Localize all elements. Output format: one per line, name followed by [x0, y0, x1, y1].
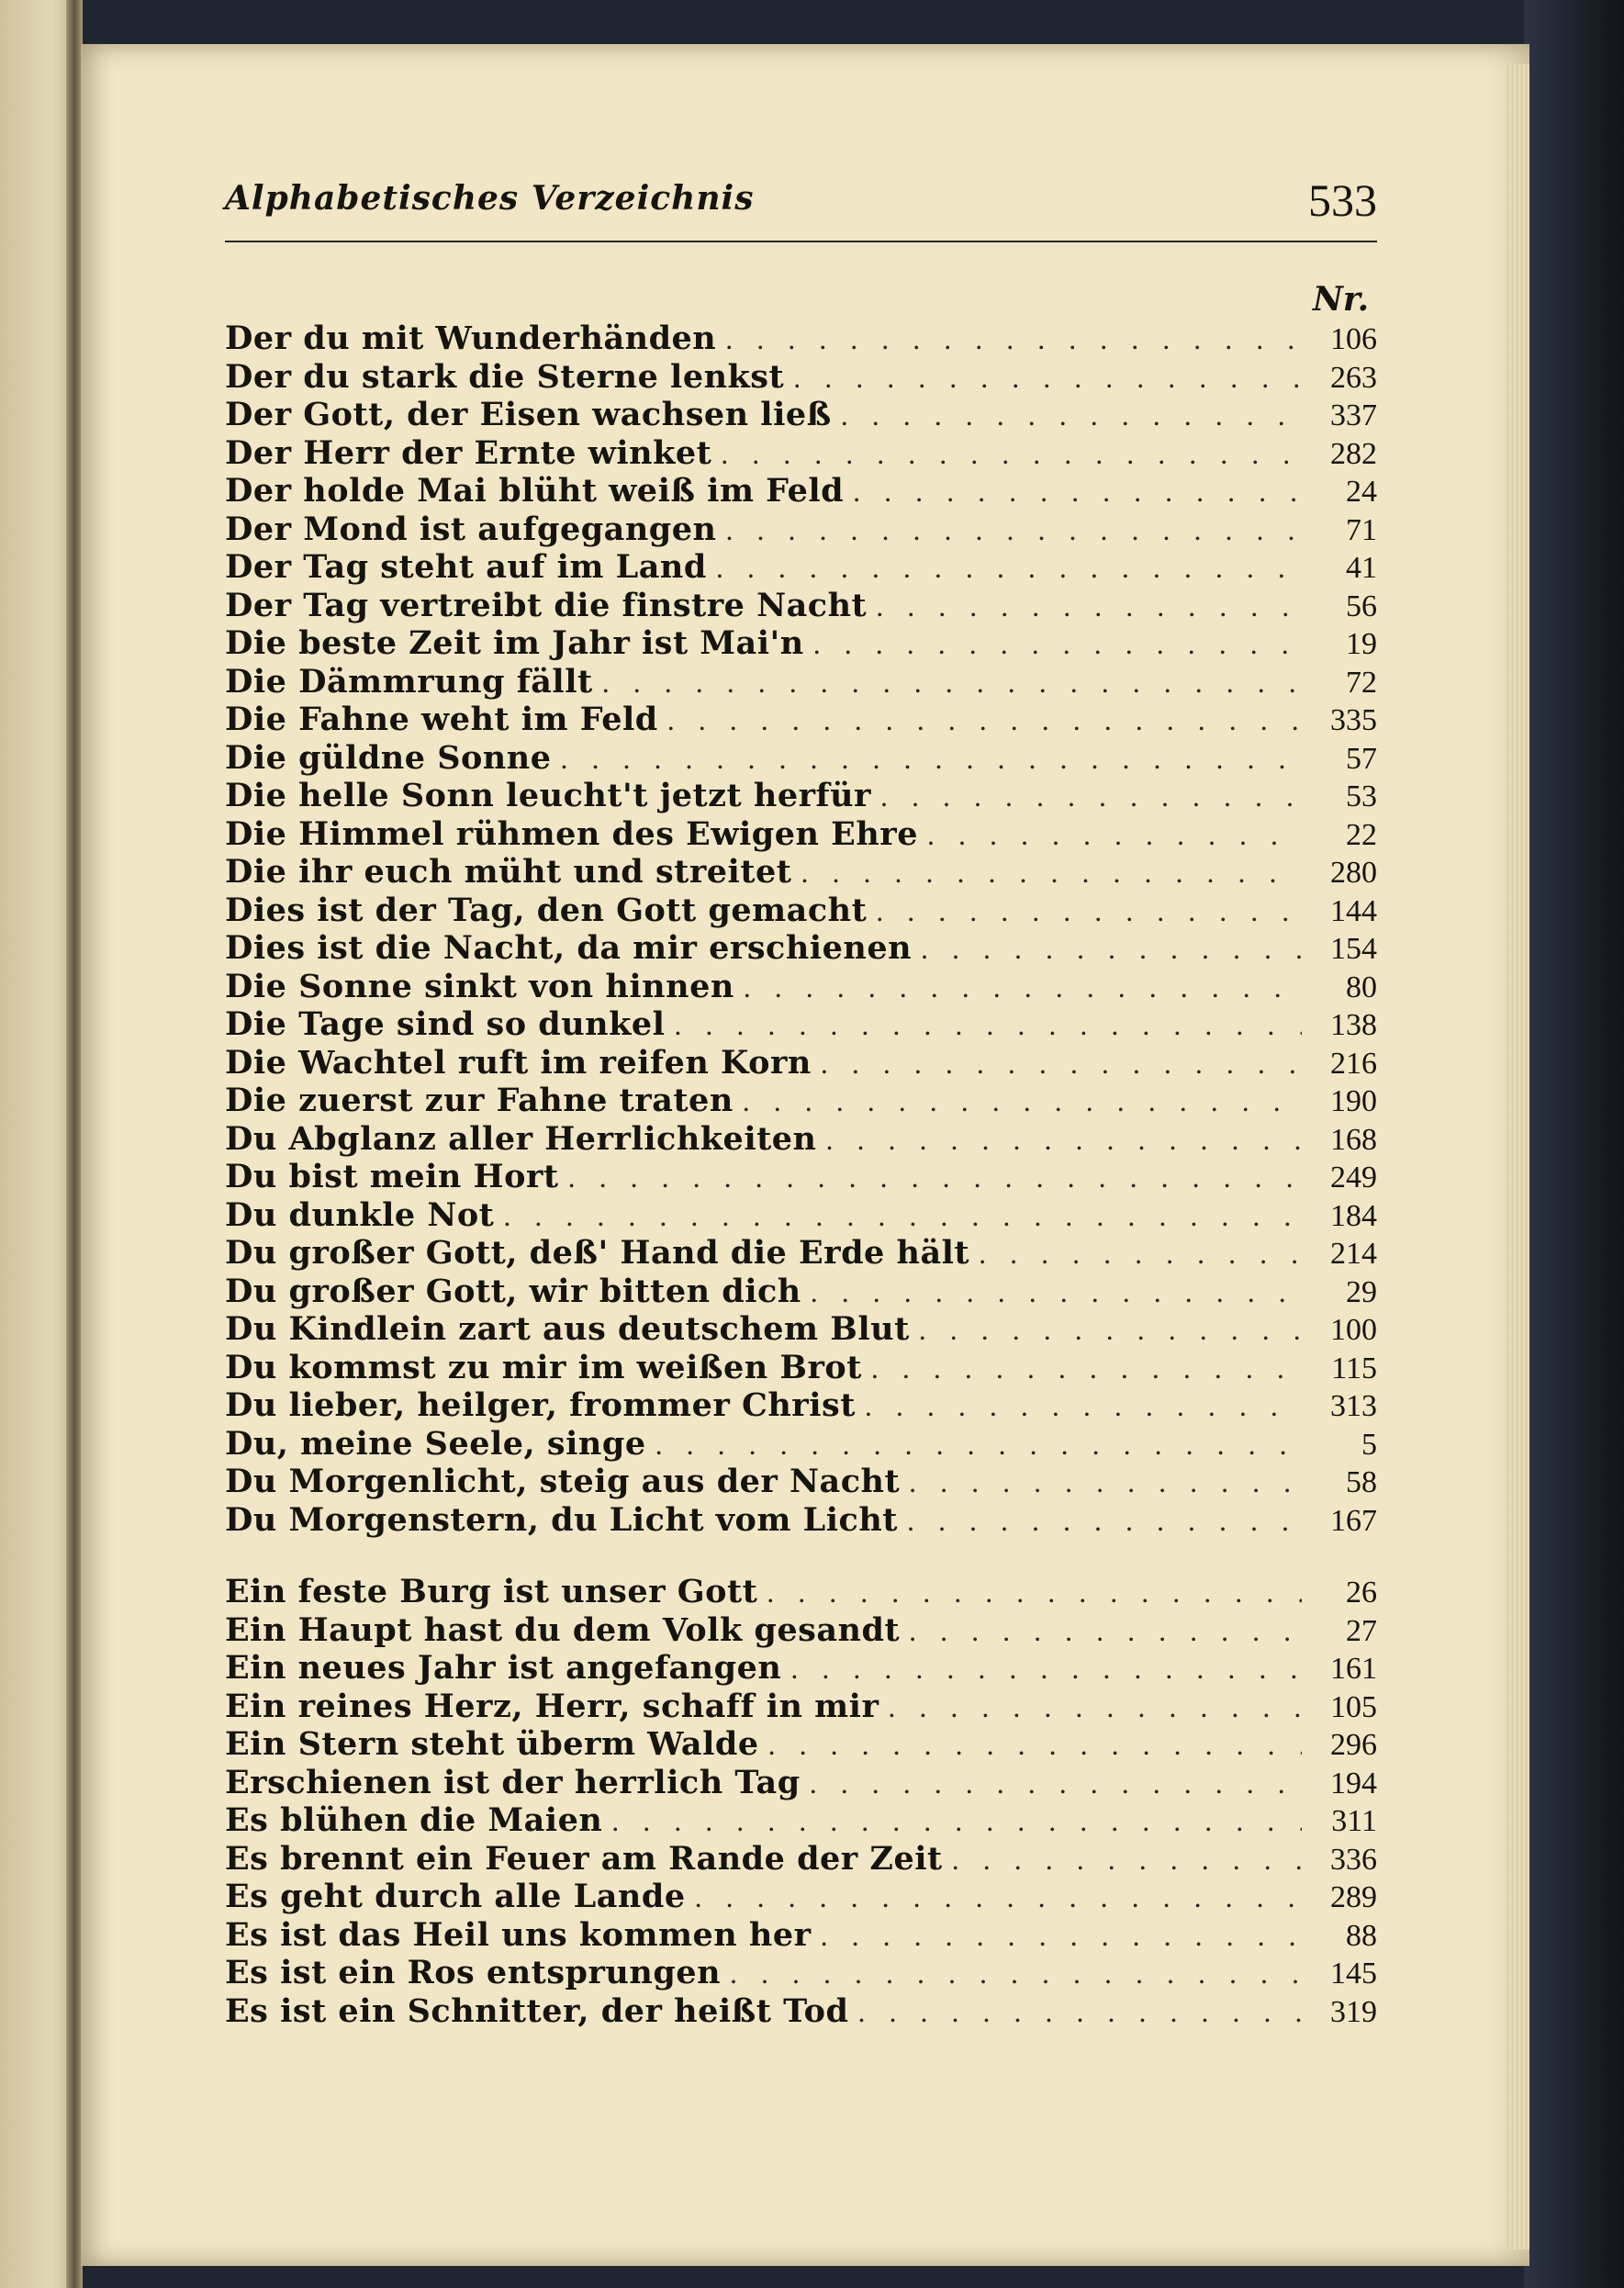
index-entry	[225, 1725, 1377, 1764]
index-entry	[225, 1801, 1377, 1840]
entry-title: Die Tage sind so dunkel	[225, 1005, 666, 1043]
entry-number: 57	[1346, 741, 1377, 776]
dot-leader	[952, 1843, 1302, 1877]
entry-number: 154	[1330, 932, 1377, 966]
index-entry	[225, 1501, 1377, 1540]
index-section-e	[225, 1573, 1377, 2030]
dot-leader	[503, 1199, 1302, 1233]
entry-number: 190	[1330, 1084, 1377, 1118]
dot-leader	[826, 1123, 1303, 1157]
index-entry	[225, 1764, 1377, 1802]
dot-leader	[730, 1957, 1302, 1991]
entry-number: 5	[1361, 1427, 1377, 1462]
header-rule	[225, 241, 1377, 242]
entry-number: 216	[1330, 1046, 1377, 1081]
index-entry	[225, 1386, 1377, 1425]
index-entry	[225, 320, 1377, 358]
entry-title: Dies ist der Tag, den Gott gemacht	[225, 891, 868, 929]
entry-title: Du Morgenstern, du Licht vom Licht	[225, 1500, 898, 1539]
dot-leader	[853, 475, 1302, 509]
entry-number: 282	[1330, 436, 1377, 471]
facing-page	[0, 0, 73, 2288]
entry-number: 214	[1330, 1237, 1377, 1271]
entry-number: 58	[1346, 1465, 1377, 1499]
index-entry	[225, 968, 1377, 1006]
index-entry	[225, 1916, 1377, 1955]
index-entry	[225, 1425, 1377, 1464]
entry-title: Die Dämmrung fällt	[225, 662, 593, 701]
entry-number: 336	[1330, 1842, 1377, 1877]
dot-leader	[790, 1652, 1302, 1686]
index-entry	[225, 358, 1377, 397]
entry-number: 144	[1330, 893, 1377, 928]
index-entry	[225, 510, 1377, 549]
entry-number: 249	[1330, 1161, 1377, 1194]
entry-number: 167	[1330, 1503, 1377, 1538]
entry-title: Der Tag vertreibt die finstre Nacht	[225, 586, 868, 624]
entry-title: Ein Haupt hast du dem Volk gesandt	[225, 1610, 901, 1649]
dot-leader	[744, 970, 1302, 1004]
dot-leader	[667, 703, 1302, 737]
entry-title: Es blühen die Maien	[225, 1801, 603, 1839]
index-entry	[225, 1005, 1377, 1044]
dot-leader	[695, 1880, 1302, 1914]
index-entry	[225, 1611, 1377, 1650]
index-entry	[225, 1954, 1377, 1992]
index-entry	[225, 1688, 1377, 1726]
entry-title: Die Wachtel ruft im reifen Korn	[225, 1043, 812, 1082]
dot-leader	[919, 1313, 1302, 1347]
entry-number: 280	[1330, 856, 1377, 890]
index-entry	[225, 929, 1377, 968]
entry-title: Die beste Zeit im Jahr ist Mai'n	[225, 624, 804, 662]
entry-number: 53	[1346, 779, 1377, 813]
index-entry	[225, 1649, 1377, 1688]
entry-title: Der Mond ist aufgegangen	[225, 510, 717, 548]
dot-leader	[888, 1690, 1302, 1724]
entry-number: 335	[1330, 703, 1377, 737]
entry-number: 71	[1346, 512, 1377, 547]
index-entry	[225, 548, 1377, 587]
entry-number: 311	[1331, 1804, 1377, 1838]
entry-title: Der Tag steht auf im Land	[225, 548, 707, 586]
dot-leader	[743, 1084, 1302, 1118]
dot-leader	[927, 818, 1302, 852]
dot-leader	[725, 322, 1302, 356]
entry-title: Die Himmel rühmen des Ewigen Ehre	[225, 814, 918, 853]
dot-leader	[810, 1766, 1302, 1800]
dot-leader	[721, 437, 1302, 471]
dot-leader	[909, 1614, 1302, 1648]
dot-leader	[876, 589, 1302, 623]
header-title: Alphabetisches Verzeichnis	[225, 179, 755, 218]
entry-number: 138	[1330, 1008, 1377, 1042]
index-entry	[225, 1840, 1377, 1879]
index-entry	[225, 1196, 1377, 1235]
dot-leader	[768, 1728, 1302, 1762]
entry-number: 168	[1330, 1122, 1377, 1157]
dot-leader	[921, 932, 1302, 966]
index-entry	[225, 587, 1377, 625]
entry-number: 88	[1346, 1918, 1377, 1953]
entry-title: Du großer Gott, deß' Hand die Erde hält	[225, 1234, 970, 1272]
entry-number: 41	[1346, 551, 1377, 585]
index-entry	[225, 892, 1377, 930]
dot-leader	[880, 779, 1302, 813]
dot-leader	[767, 1576, 1302, 1609]
entry-title: Der Gott, der Eisen wachsen ließ	[225, 396, 832, 433]
entry-title: Du Abglanz aller Herrlichkeiten	[225, 1119, 817, 1158]
dot-leader	[907, 1504, 1302, 1538]
dot-leader	[821, 1919, 1302, 1953]
entry-title: Ein neues Jahr ist angefangen	[225, 1649, 782, 1687]
index-entry	[225, 1463, 1377, 1501]
dot-leader	[821, 1047, 1302, 1081]
entry-title: Es ist das Heil uns kommen her	[225, 1915, 812, 1954]
entry-number: 161	[1330, 1652, 1377, 1686]
entry-title: Der du stark die Sterne lenkst	[225, 357, 785, 396]
index-entry	[225, 1158, 1377, 1196]
entry-title: Die Sonne sinkt von hinnen	[225, 967, 734, 1005]
dot-leader	[841, 398, 1302, 432]
index-entry	[225, 1992, 1377, 2031]
entry-title: Die Fahne weht im Feld	[225, 701, 658, 738]
entry-number: 313	[1330, 1389, 1377, 1423]
index-entry	[225, 624, 1377, 663]
entry-title: Ein reines Herz, Herr, schaff in mir	[225, 1687, 879, 1725]
entry-number: 27	[1346, 1613, 1377, 1648]
entry-title: Erschienen ist der herrlich Tag	[225, 1763, 801, 1801]
entry-title: Du Kindlein zart aus deutschem Blut	[225, 1310, 910, 1348]
index-entry	[225, 1234, 1377, 1273]
index-entry	[225, 434, 1377, 473]
dot-leader	[857, 1995, 1302, 2029]
index-entry	[225, 1349, 1377, 1387]
entry-number: 100	[1330, 1313, 1377, 1347]
entry-number: 22	[1346, 817, 1377, 852]
index-entry	[225, 1082, 1377, 1120]
entry-number: 29	[1346, 1274, 1377, 1309]
entry-title: Der Herr der Ernte winket	[225, 433, 712, 472]
dot-leader	[909, 1465, 1302, 1499]
dot-leader	[726, 513, 1303, 547]
dot-leader	[793, 361, 1302, 395]
dot-leader	[801, 856, 1302, 890]
dot-leader	[813, 627, 1302, 661]
entry-title: Es brennt ein Feuer am Rande der Zeit	[225, 1839, 943, 1878]
number-column-label: Nr.	[1313, 280, 1370, 319]
page-number: 533	[1308, 174, 1377, 226]
entry-title: Es ist ein Ros entsprungen	[225, 1954, 722, 1991]
entry-title: Die helle Sonn leucht't jetzt herfür	[225, 777, 871, 814]
page-stack-edge	[1506, 64, 1529, 2249]
index-entry	[225, 701, 1377, 739]
index-entry	[225, 1273, 1377, 1311]
dot-leader	[674, 1008, 1302, 1042]
index-entry	[225, 1120, 1377, 1159]
entry-title: Du lieber, heilger, frommer Christ	[225, 1386, 856, 1424]
entry-title: Die ihr euch müht und streitet	[225, 853, 792, 891]
entry-number: 145	[1330, 1957, 1377, 1991]
entry-title: Du bist mein Hort	[225, 1158, 559, 1195]
entry-title: Dies ist die Nacht, da mir erschienen	[225, 929, 913, 967]
entry-number: 289	[1330, 1880, 1377, 1914]
entry-number: 105	[1330, 1689, 1377, 1724]
dot-leader	[655, 1428, 1302, 1462]
index-entry	[225, 396, 1377, 434]
entry-title: Du kommst zu mir im weißen Brot	[225, 1348, 862, 1386]
index-entry	[225, 739, 1377, 778]
dot-leader	[865, 1389, 1302, 1423]
entry-title: Du großer Gott, wir bitten dich	[225, 1272, 801, 1310]
entry-number: 115	[1331, 1351, 1377, 1385]
entry-number: 263	[1330, 360, 1377, 395]
index-entry	[225, 1573, 1377, 1611]
entry-number: 56	[1346, 589, 1377, 623]
entry-title: Du, meine Seele, singe	[225, 1424, 646, 1463]
entry-title: Der holde Mai blüht weiß im Feld	[225, 472, 845, 510]
entry-title: Der du mit Wunderhänden	[225, 320, 717, 357]
entry-number: 296	[1330, 1728, 1377, 1762]
index-entry	[225, 1878, 1377, 1916]
index-entry	[225, 663, 1377, 701]
entry-number: 194	[1330, 1766, 1377, 1800]
entry-number: 319	[1330, 1994, 1377, 2029]
entry-title: Du dunkle Not	[225, 1195, 495, 1234]
entry-number: 106	[1330, 322, 1377, 356]
dot-leader	[568, 1161, 1302, 1194]
entry-number: 337	[1330, 398, 1377, 432]
index-entry	[225, 1310, 1377, 1349]
index-entry	[225, 777, 1377, 815]
entry-title: Ein Stern steht überm Walde	[225, 1725, 759, 1763]
index-entry	[225, 853, 1377, 892]
entry-number: 26	[1346, 1576, 1377, 1609]
dot-leader	[560, 742, 1302, 776]
entry-title: Es ist ein Schnitter, der heißt Tod	[225, 1991, 849, 2030]
entry-title: Es geht durch alle Lande	[225, 1878, 686, 1915]
entry-number: 184	[1330, 1198, 1377, 1233]
index-entry	[225, 815, 1377, 854]
entry-number: 72	[1346, 665, 1377, 700]
index-entry	[225, 472, 1377, 510]
dot-leader	[871, 1351, 1302, 1385]
entry-number: 80	[1346, 970, 1377, 1004]
dot-leader	[811, 1275, 1302, 1309]
dot-leader	[716, 551, 1302, 585]
running-header	[225, 174, 1377, 234]
dot-leader	[876, 894, 1302, 928]
entry-title: Die güldne Sonne	[225, 738, 552, 777]
dot-leader	[602, 666, 1302, 700]
dot-leader	[979, 1237, 1302, 1271]
index-section-d	[225, 320, 1377, 1539]
entry-title: Du Morgenlicht, steig aus der Nacht	[225, 1463, 901, 1500]
entry-title: Ein feste Burg ist unser Gott	[225, 1573, 758, 1610]
book-cover-edge	[1524, 0, 1624, 2288]
dot-leader	[611, 1804, 1302, 1838]
entry-title: Die zuerst zur Fahne traten	[225, 1082, 734, 1119]
index-entry	[225, 1044, 1377, 1082]
entry-number: 24	[1346, 475, 1377, 509]
entry-number: 19	[1346, 627, 1377, 661]
